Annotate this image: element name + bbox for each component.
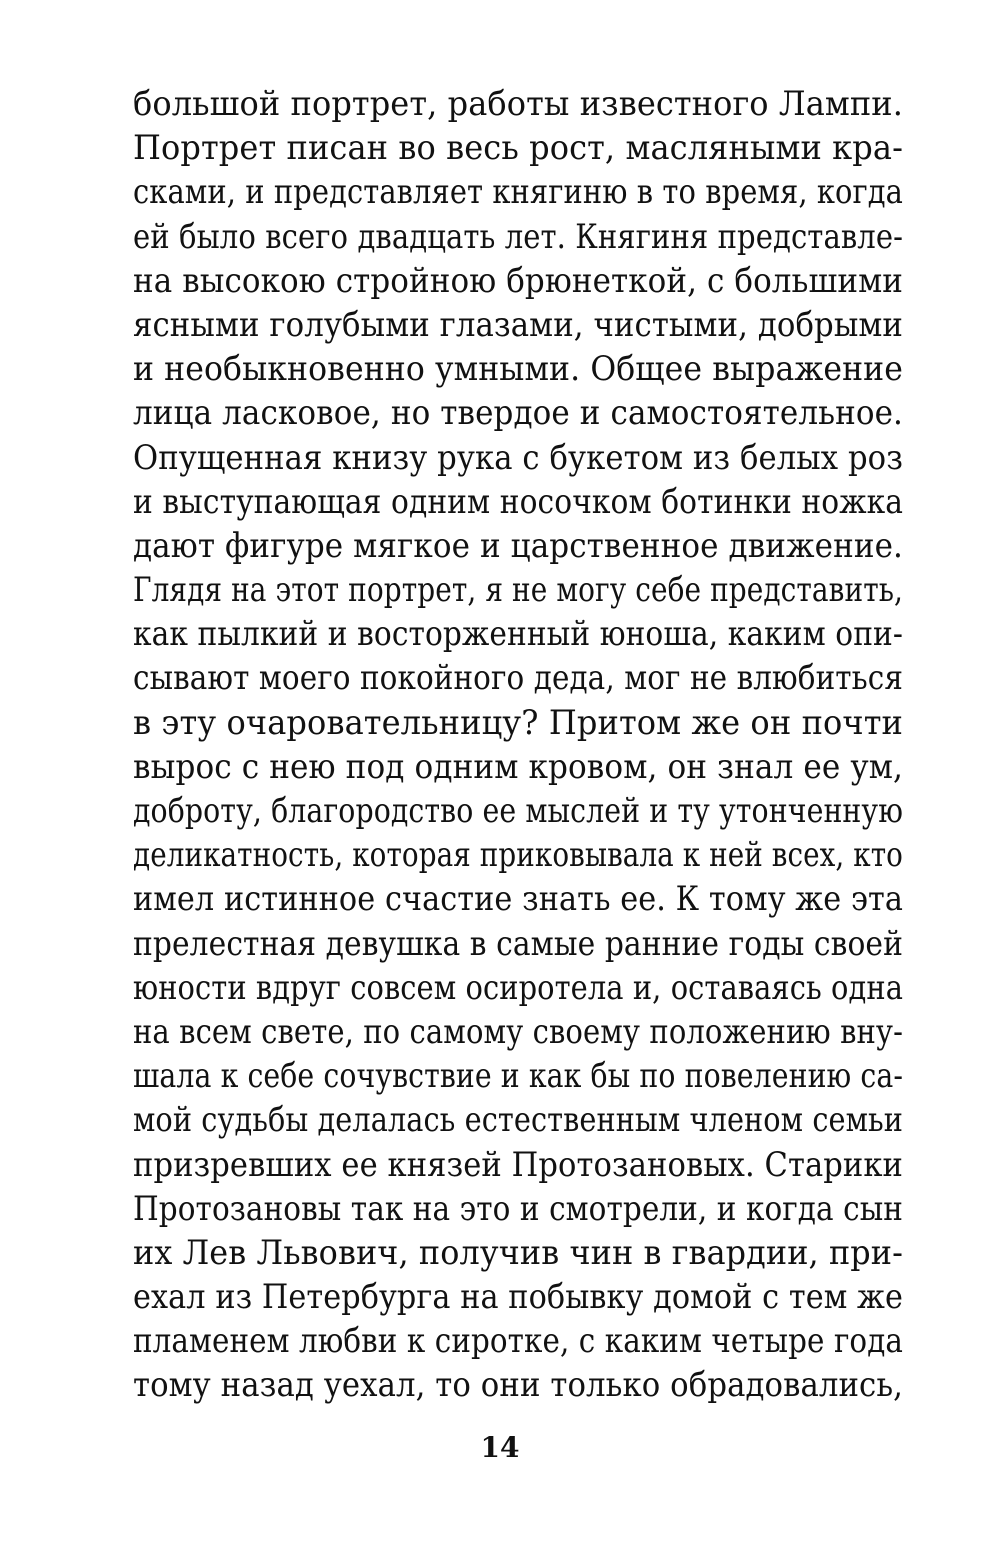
text-line: доброту, благородство ее мыслей и ту утонченную: [133, 791, 903, 831]
body-text: [133, 82, 903, 1408]
text-line: прелестная девушка в самые ранние годы своей: [133, 923, 903, 964]
text-line: дают фигуре мягкое и царственное движение.: [133, 525, 903, 566]
text-line: Протозановы так на это и смотрели, и когда сын: [133, 1188, 903, 1229]
text-line: пламенем любви к сиротке, с каким четыре года: [133, 1321, 903, 1362]
text-line: сывают моего покойного деда, мог не влюбиться: [133, 658, 903, 699]
text-line: мой судьбы делалась естественным членом семьи: [133, 1100, 903, 1141]
text-line: лица ласковое, но твердое и самостоятельное.: [133, 393, 903, 434]
text-line: ей было всего двадцать лет. Княгиня представле-: [133, 216, 903, 257]
text-line: ехал из Петербурга на побывку домой с тем же: [133, 1277, 903, 1318]
text-line: деликатность, которая приковывала к ней всех, кто: [133, 835, 903, 876]
text-line: тому назад уехал, то они только обрадовались,: [133, 1365, 903, 1406]
text-line: Глядя на этот портрет, я не могу себе представить,: [133, 570, 903, 611]
text-line: на всем свете, по самому своему положению вну-: [133, 1011, 903, 1052]
text-line: их Лев Львович, получив чин в гвардии, при-: [133, 1232, 903, 1273]
text-line: на высокою стройною брюнеткой, с большими: [133, 260, 903, 301]
text-line: как пылкий и восторженный юноша, каким опи-: [133, 614, 903, 655]
text-line: в эту очаровательницу? Притом же он почти: [133, 702, 903, 743]
text-line: шала к себе сочувствие и как бы по повелению са-: [133, 1056, 903, 1097]
text-line: сками, и представляет княгиню в то время, когда: [133, 172, 903, 213]
text-line: и выступающая одним носочком ботинки ножка: [133, 481, 903, 522]
text-line: юности вдруг совсем осиротела и, оставаясь одна: [133, 967, 903, 1008]
text-line: Опущенная книзу рука с букетом из белых роз: [133, 437, 903, 478]
text-line: Портрет писан во весь рост, масляными кра-: [133, 128, 903, 169]
text-line: ясными голубыми глазами, чистыми, добрыми: [133, 304, 903, 345]
text-line: вырос с нею под одним кровом, он знал ее ум,: [133, 746, 903, 787]
text-line: и необыкновенно умными. Общее выражение: [133, 349, 903, 390]
text-line: большой портрет, работы известного Лампи.: [133, 84, 903, 124]
text-line: призревших ее князей Протозановых. Старики: [133, 1144, 903, 1185]
text-line: имел истинное счастие знать ее. К тому же эта: [133, 879, 903, 920]
page-number: 14: [480, 1431, 520, 1464]
